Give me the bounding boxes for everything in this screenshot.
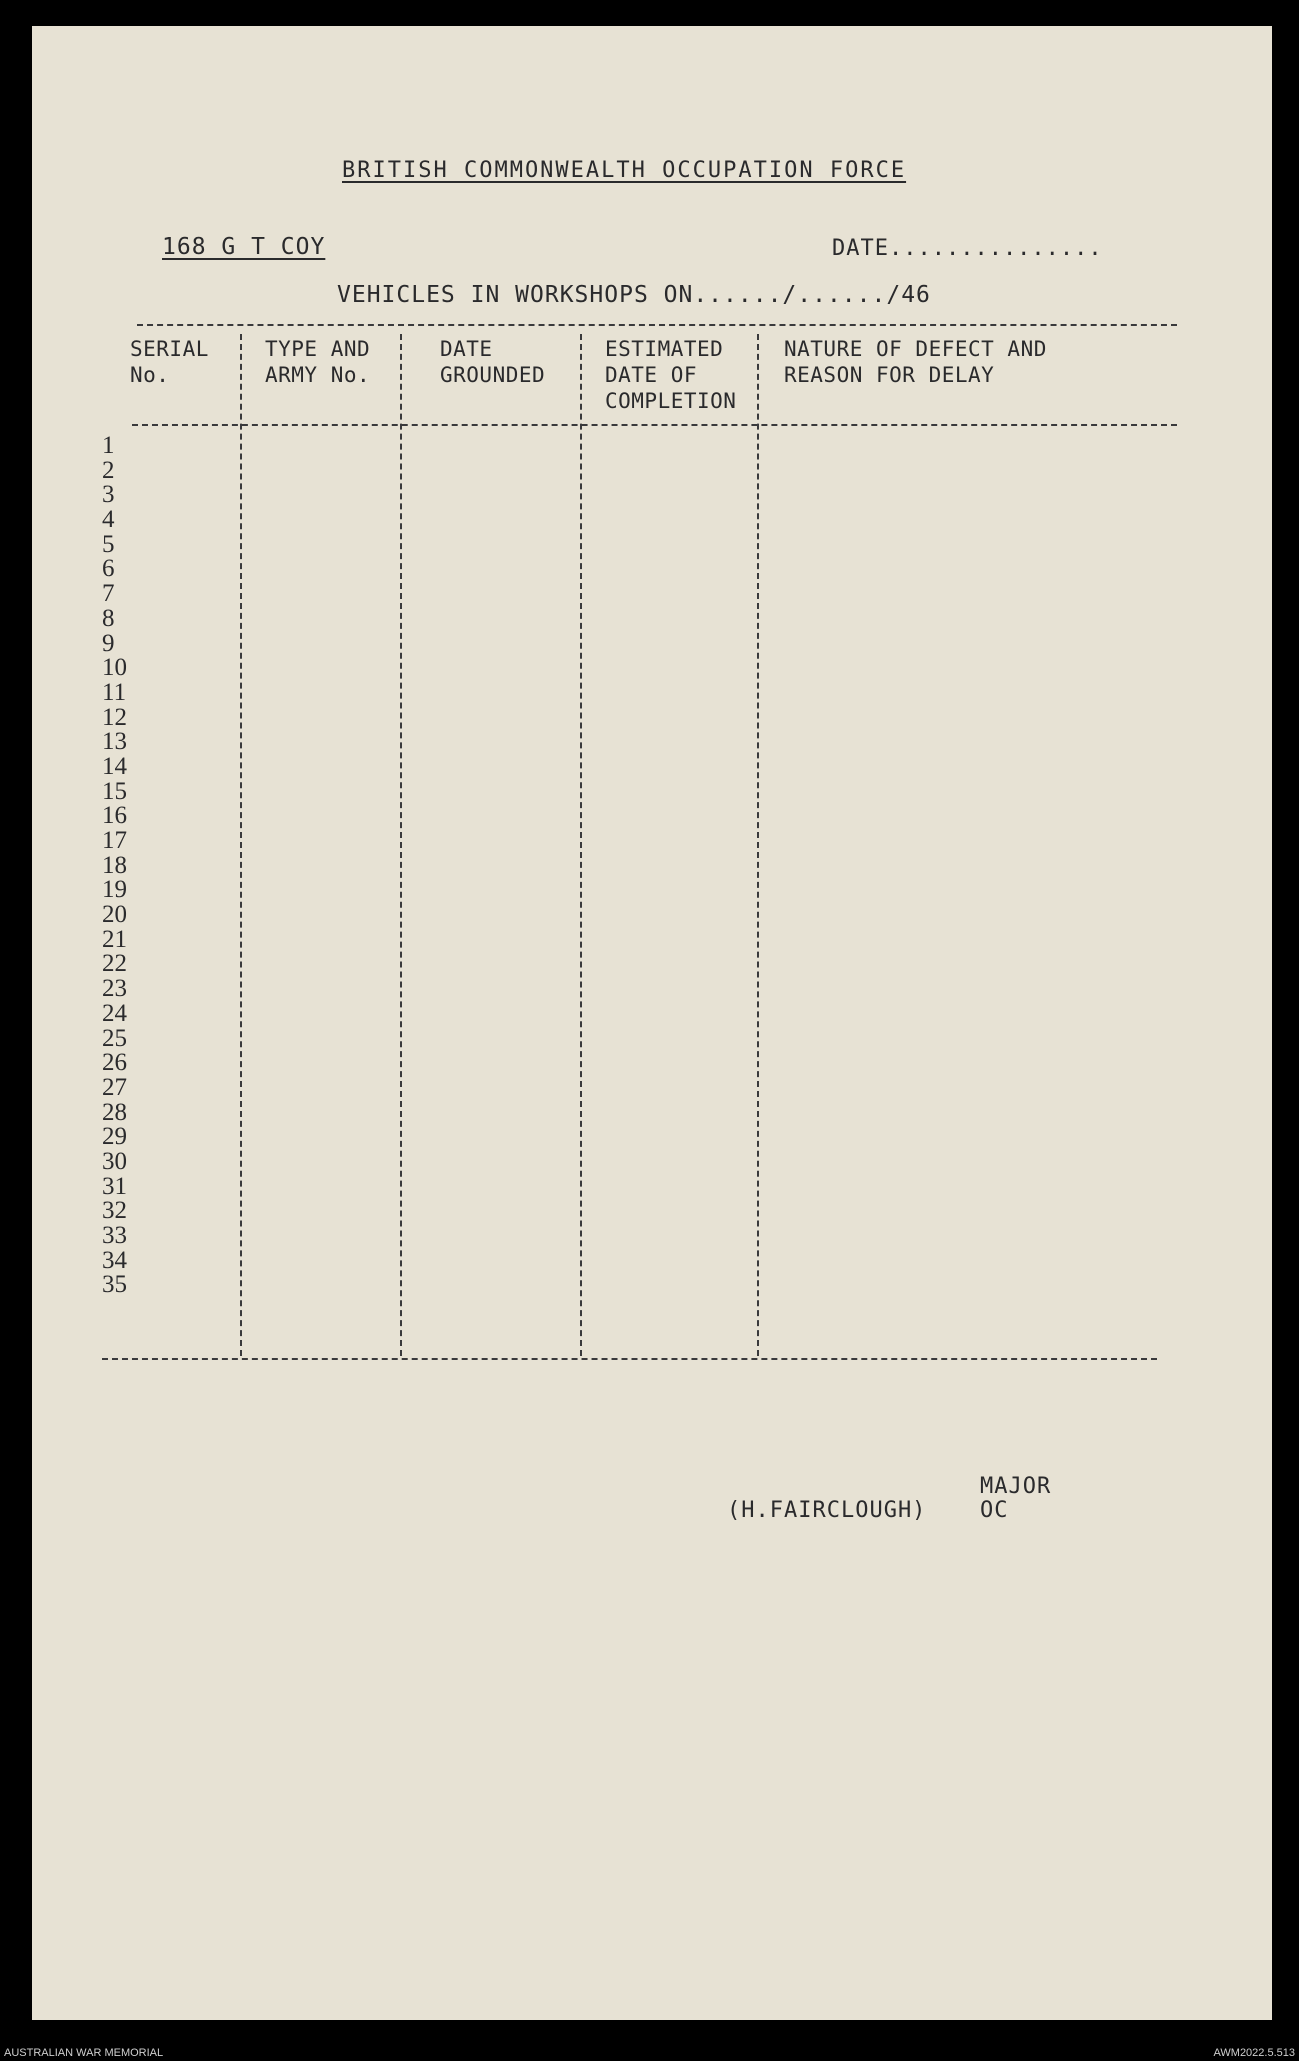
serial-number: 28 [102,1098,127,1126]
serial-number: 26 [102,1049,127,1077]
serial-number: 10 [102,654,127,682]
column-header-completion: ESTIMATED DATE OF COMPLETION [605,337,737,413]
footer-credit: AUSTRALIAN WAR MEMORIAL [4,2047,164,2059]
footer-accession-number: AWM2022.5.513 [1213,2047,1295,2059]
column-header-type: TYPE AND ARMY No. [265,337,371,387]
signatory-role: OC [980,1498,1009,1523]
date-field: DATE............... [832,236,1103,261]
column-divider-1 [240,334,242,1356]
form-heading: VEHICLES IN WORKSHOPS ON....../....../46 [337,282,931,308]
serial-number: 15 [102,777,127,805]
unit-name: 168 G T COY [162,234,326,260]
serial-number: 14 [102,752,127,780]
serial-number: 33 [102,1222,127,1249]
serial-number: 34 [102,1246,127,1274]
column-divider-3 [580,334,582,1356]
serial-number: 32 [102,1197,127,1225]
table-bottom-rule [102,1358,1157,1360]
serial-number: 4 [102,506,115,534]
table-header-rule [132,424,1177,426]
serial-number: 29 [102,1123,127,1151]
serial-number: 1 [102,432,115,459]
serial-number: 18 [102,851,127,879]
serial-number: 27 [102,1073,127,1101]
column-divider-4 [757,334,759,1356]
serial-number: 19 [102,876,127,904]
serial-number: 13 [102,728,127,756]
serial-number: 35 [102,1271,127,1299]
serial-number: 3 [102,481,115,509]
serial-number: 16 [102,802,127,830]
serial-number: 23 [102,975,127,1003]
column-header-serial: SERIAL No. [130,337,209,387]
column-header-date-grounded: DATE GROUNDED [440,337,546,387]
serial-number: 20 [102,901,127,929]
serial-number: 11 [102,678,127,706]
serial-number: 6 [102,555,115,583]
serial-number: 9 [102,629,115,657]
table-top-rule [137,324,1177,326]
document-page [32,26,1272,2020]
serial-number: 17 [102,827,127,854]
serial-number: 22 [102,950,127,978]
serial-number: 7 [102,580,115,608]
serial-number: 2 [102,456,115,484]
serial-number: 24 [102,999,127,1027]
serial-number: 30 [102,1147,127,1175]
serial-number: 31 [102,1172,127,1200]
serial-number: 5 [102,530,115,558]
column-divider-2 [400,334,402,1356]
serial-number: 21 [102,925,127,953]
serial-number: 8 [102,604,115,632]
serial-number-list [102,434,162,1298]
column-header-defect: NATURE OF DEFECT AND REASON FOR DELAY [784,337,1047,387]
document-title: BRITISH COMMONWEALTH OCCUPATION FORCE [342,158,907,183]
signatory-rank: MAJOR [980,1474,1052,1499]
signatory-name: (H.FAIRCLOUGH) [727,1498,927,1523]
serial-number: 25 [102,1024,127,1052]
serial-number: 12 [102,703,127,731]
